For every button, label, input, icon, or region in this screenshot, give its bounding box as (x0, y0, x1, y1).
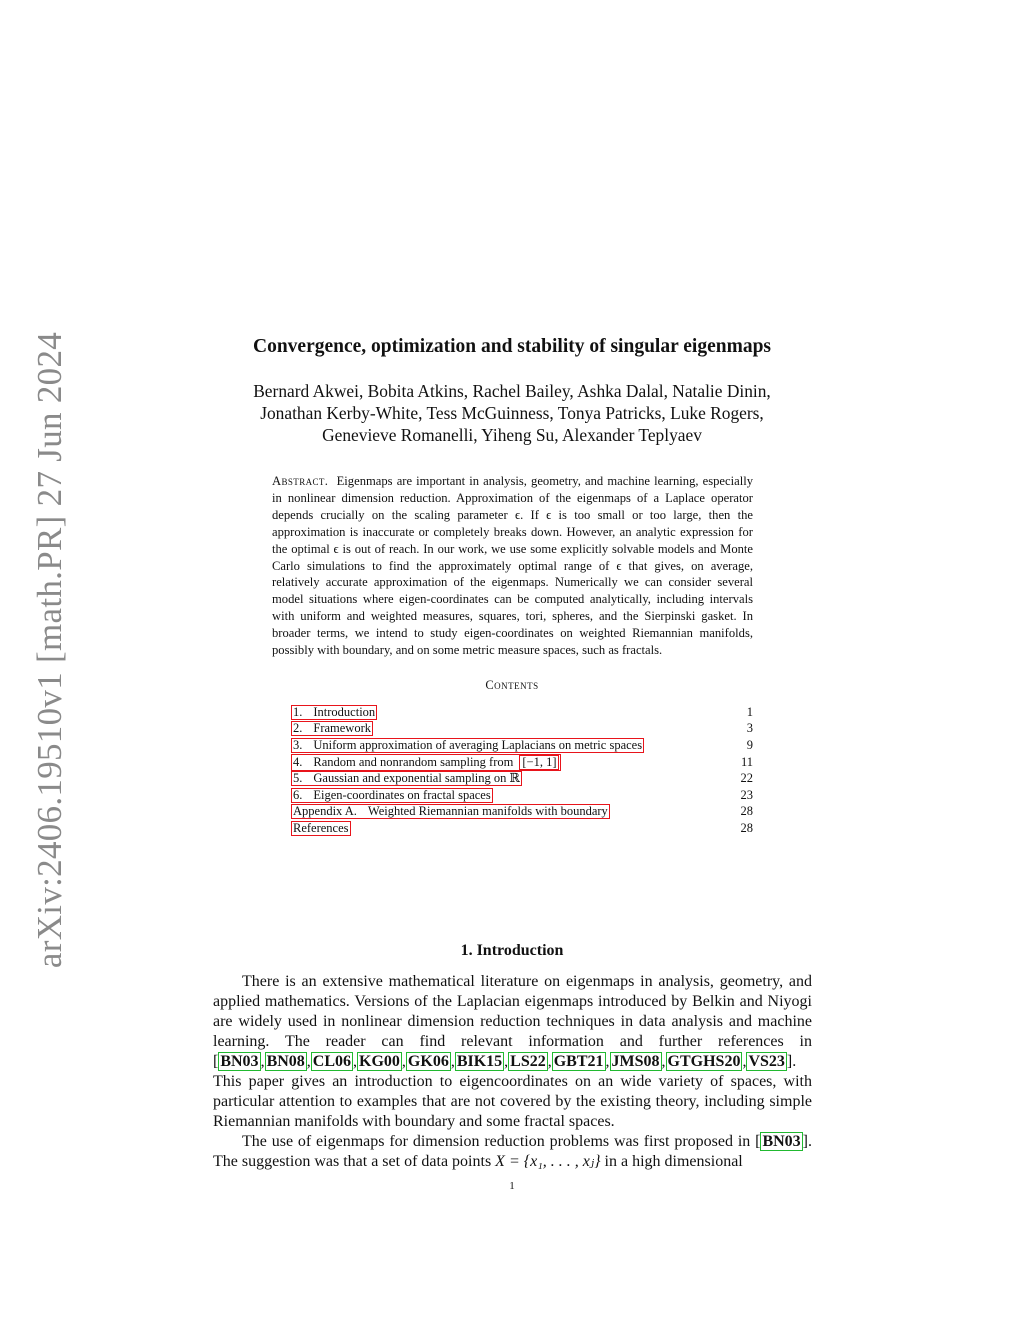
toc-page: 23 (740, 787, 753, 802)
contents-heading: Contents (485, 678, 539, 692)
toc-row (291, 804, 753, 821)
author-line: Jonathan Kerby-White, Tess McGuinness, Tonya Patricks, Luke Rogers, (260, 403, 764, 423)
toc-page: 11 (740, 754, 753, 769)
citation-link[interactable]: BN08 (266, 1053, 305, 1070)
citation-link[interactable]: JMS08 (611, 1053, 660, 1070)
abstract (272, 473, 753, 659)
paragraph (213, 1132, 812, 1172)
toc-number: 4. (293, 754, 303, 769)
toc-page: 28 (740, 804, 753, 819)
toc-number: 6. (293, 787, 303, 802)
toc-row (291, 704, 753, 721)
introduction-body (213, 972, 812, 1172)
table-of-contents (291, 704, 753, 837)
paragraph: There is an extensive mathematical literature on eigenmaps in analysis, geometry, and applied mathematics. Versions of the Laplacian eigenmaps introduced by Belkin and Niyogi are widely used in nonlinear dimension reduction techniques in data analysis and machine learning. The reader can find relevant information and further references in [ BN03 , BN08 , CL06 , KG00 , GK06 , BIK15 , LS22 , GBT21 , JMS08 , GTGHS20 , VS23 ]. This paper gives an introduction to eigencoordinates on an wide variety of spaces, with particular attention to examples that are not covered by the existing theory, including simple Riemannian manifolds with boundary and some fractal spaces. (213, 973, 812, 1130)
toc-link-gaussian-sampling[interactable] (291, 771, 522, 786)
citation-link[interactable]: LS22 (510, 1053, 546, 1070)
toc-title: Uniform approximation of averaging Laplacians on metric spaces (313, 737, 643, 752)
toc-row (291, 770, 753, 787)
citation-link[interactable]: GBT21 (553, 1053, 604, 1070)
toc-number: 1. (293, 704, 303, 719)
toc-link-uniform-approximation[interactable] (291, 738, 644, 753)
toc-page: 9 (746, 737, 753, 752)
toc-number: 3. (293, 737, 303, 752)
toc-number: 5. (293, 771, 303, 786)
toc-row (291, 820, 753, 837)
toc-title: Eigen-coordinates on fractal spaces (313, 787, 491, 802)
toc-title: Introduction (313, 704, 376, 719)
citation-link[interactable]: GK06 (407, 1053, 449, 1070)
toc-title: Gaussian and exponential sampling on ℝ (313, 771, 520, 786)
toc-link-random-sampling[interactable] (291, 754, 561, 771)
toc-title: Weighted Riemannian manifolds with boundary (367, 804, 608, 819)
toc-link-introduction[interactable] (291, 705, 377, 720)
toc-row (291, 721, 753, 738)
citation-link[interactable]: BIK15 (456, 1053, 503, 1070)
toc-page: 28 (740, 820, 753, 835)
section-heading-introduction: 1. Introduction (460, 942, 564, 959)
toc-title: Random and nonrandom sampling from (313, 754, 514, 769)
toc-page: 1 (746, 704, 753, 719)
abstract-text: Eigenmaps are important in analysis, geometry, and machine learning, especially in nonlinear dimension reduction. Approximation of the eigenmaps of a Laplace operator depends crucially on the scaling parameter ϵ. If ϵ is too small or too large, then the approximation is inaccurate or completely breaks down. However, an analytic expression for the optimal ϵ is out of reach. In our work, we use some explicitly solvable models and Monte Carlo simulations to find the approximately optimal range of ϵ that gives, on average, relatively accurate approximation of the eigenmaps. Numerically we can consider several model situations where eigen-coordinates can be computed analytically, including intervals with uniform and weighted measures, squares, tori, spheres, and the Sierpinski gasket. In broader terms, we intend to study eigen-coordinates on weighted Riemannian manifolds, possibly with boundary, and on some metric measure spaces, such as fractals. (272, 474, 753, 658)
citation-link[interactable]: VS23 (748, 1053, 785, 1070)
page-number: 1 (509, 1180, 515, 1192)
toc-math-interval: [−1, 1] (519, 755, 559, 770)
toc-page: 3 (746, 721, 753, 736)
toc-title: Framework (313, 721, 371, 736)
toc-title: References (293, 820, 349, 835)
toc-link-fractal-spaces[interactable] (291, 788, 493, 803)
inline-math: X = {x₁, . . . , xⱼ} (495, 1153, 601, 1170)
toc-row (291, 787, 753, 804)
toc-row (291, 754, 753, 771)
paragraph-text: ]. The suggestion was that a set of data points (213, 1133, 812, 1170)
citation-link[interactable]: CL06 (312, 1053, 352, 1070)
author-line: Bernard Akwei, Bobita Atkins, Rachel Bailey, Ashka Dalal, Natalie Dinin, (253, 381, 771, 401)
arxiv-stamp-text: arXiv:2406.19510v1 [math.PR] 27 Jun 2024 (30, 331, 70, 969)
abstract-label: Abstract. (272, 474, 329, 488)
paragraph-text: in a high dimensional (600, 1153, 743, 1170)
paragraph-text: The use of eigenmaps for dimension reduction problems was first proposed in [ (242, 1133, 761, 1150)
citation-link[interactable]: GTGHS20 (667, 1053, 741, 1070)
author-list (0, 380, 1024, 446)
paper-title: Convergence, optimization and stability of singular eigenmaps (252, 336, 772, 357)
toc-number: Appendix A. (293, 804, 357, 819)
citation-link[interactable]: BN03 (762, 1133, 801, 1150)
toc-link-framework[interactable] (291, 721, 373, 736)
toc-row (291, 737, 753, 754)
toc-page: 22 (740, 771, 753, 786)
paragraph-text: ]. This paper gives an introduction to eigencoordinates on an wide variety of spaces, with particular attention to examples that are not covered by the existing theory, including simple Riemannian manifolds with boundary and some fractal spaces. (213, 1053, 812, 1130)
toc-link-appendix-a[interactable] (291, 804, 610, 819)
citation-link[interactable]: BN03 (220, 1053, 259, 1070)
citation-link[interactable]: KG00 (359, 1053, 400, 1070)
paragraph-text: There is an extensive mathematical literature on eigenmaps in analysis, geometry, and applied mathematics. Versions of the Laplacian eigenmaps introduced by Belkin and Niyogi are widely used in nonlinear dimension reduction techniques in data analysis and machine learning. The reader can find relevant information and further references in [ (213, 973, 812, 1070)
toc-link-references[interactable] (291, 821, 351, 836)
toc-number: 2. (293, 721, 303, 736)
author-line: Genevieve Romanelli, Yiheng Su, Alexander Teplyaev (322, 425, 702, 445)
